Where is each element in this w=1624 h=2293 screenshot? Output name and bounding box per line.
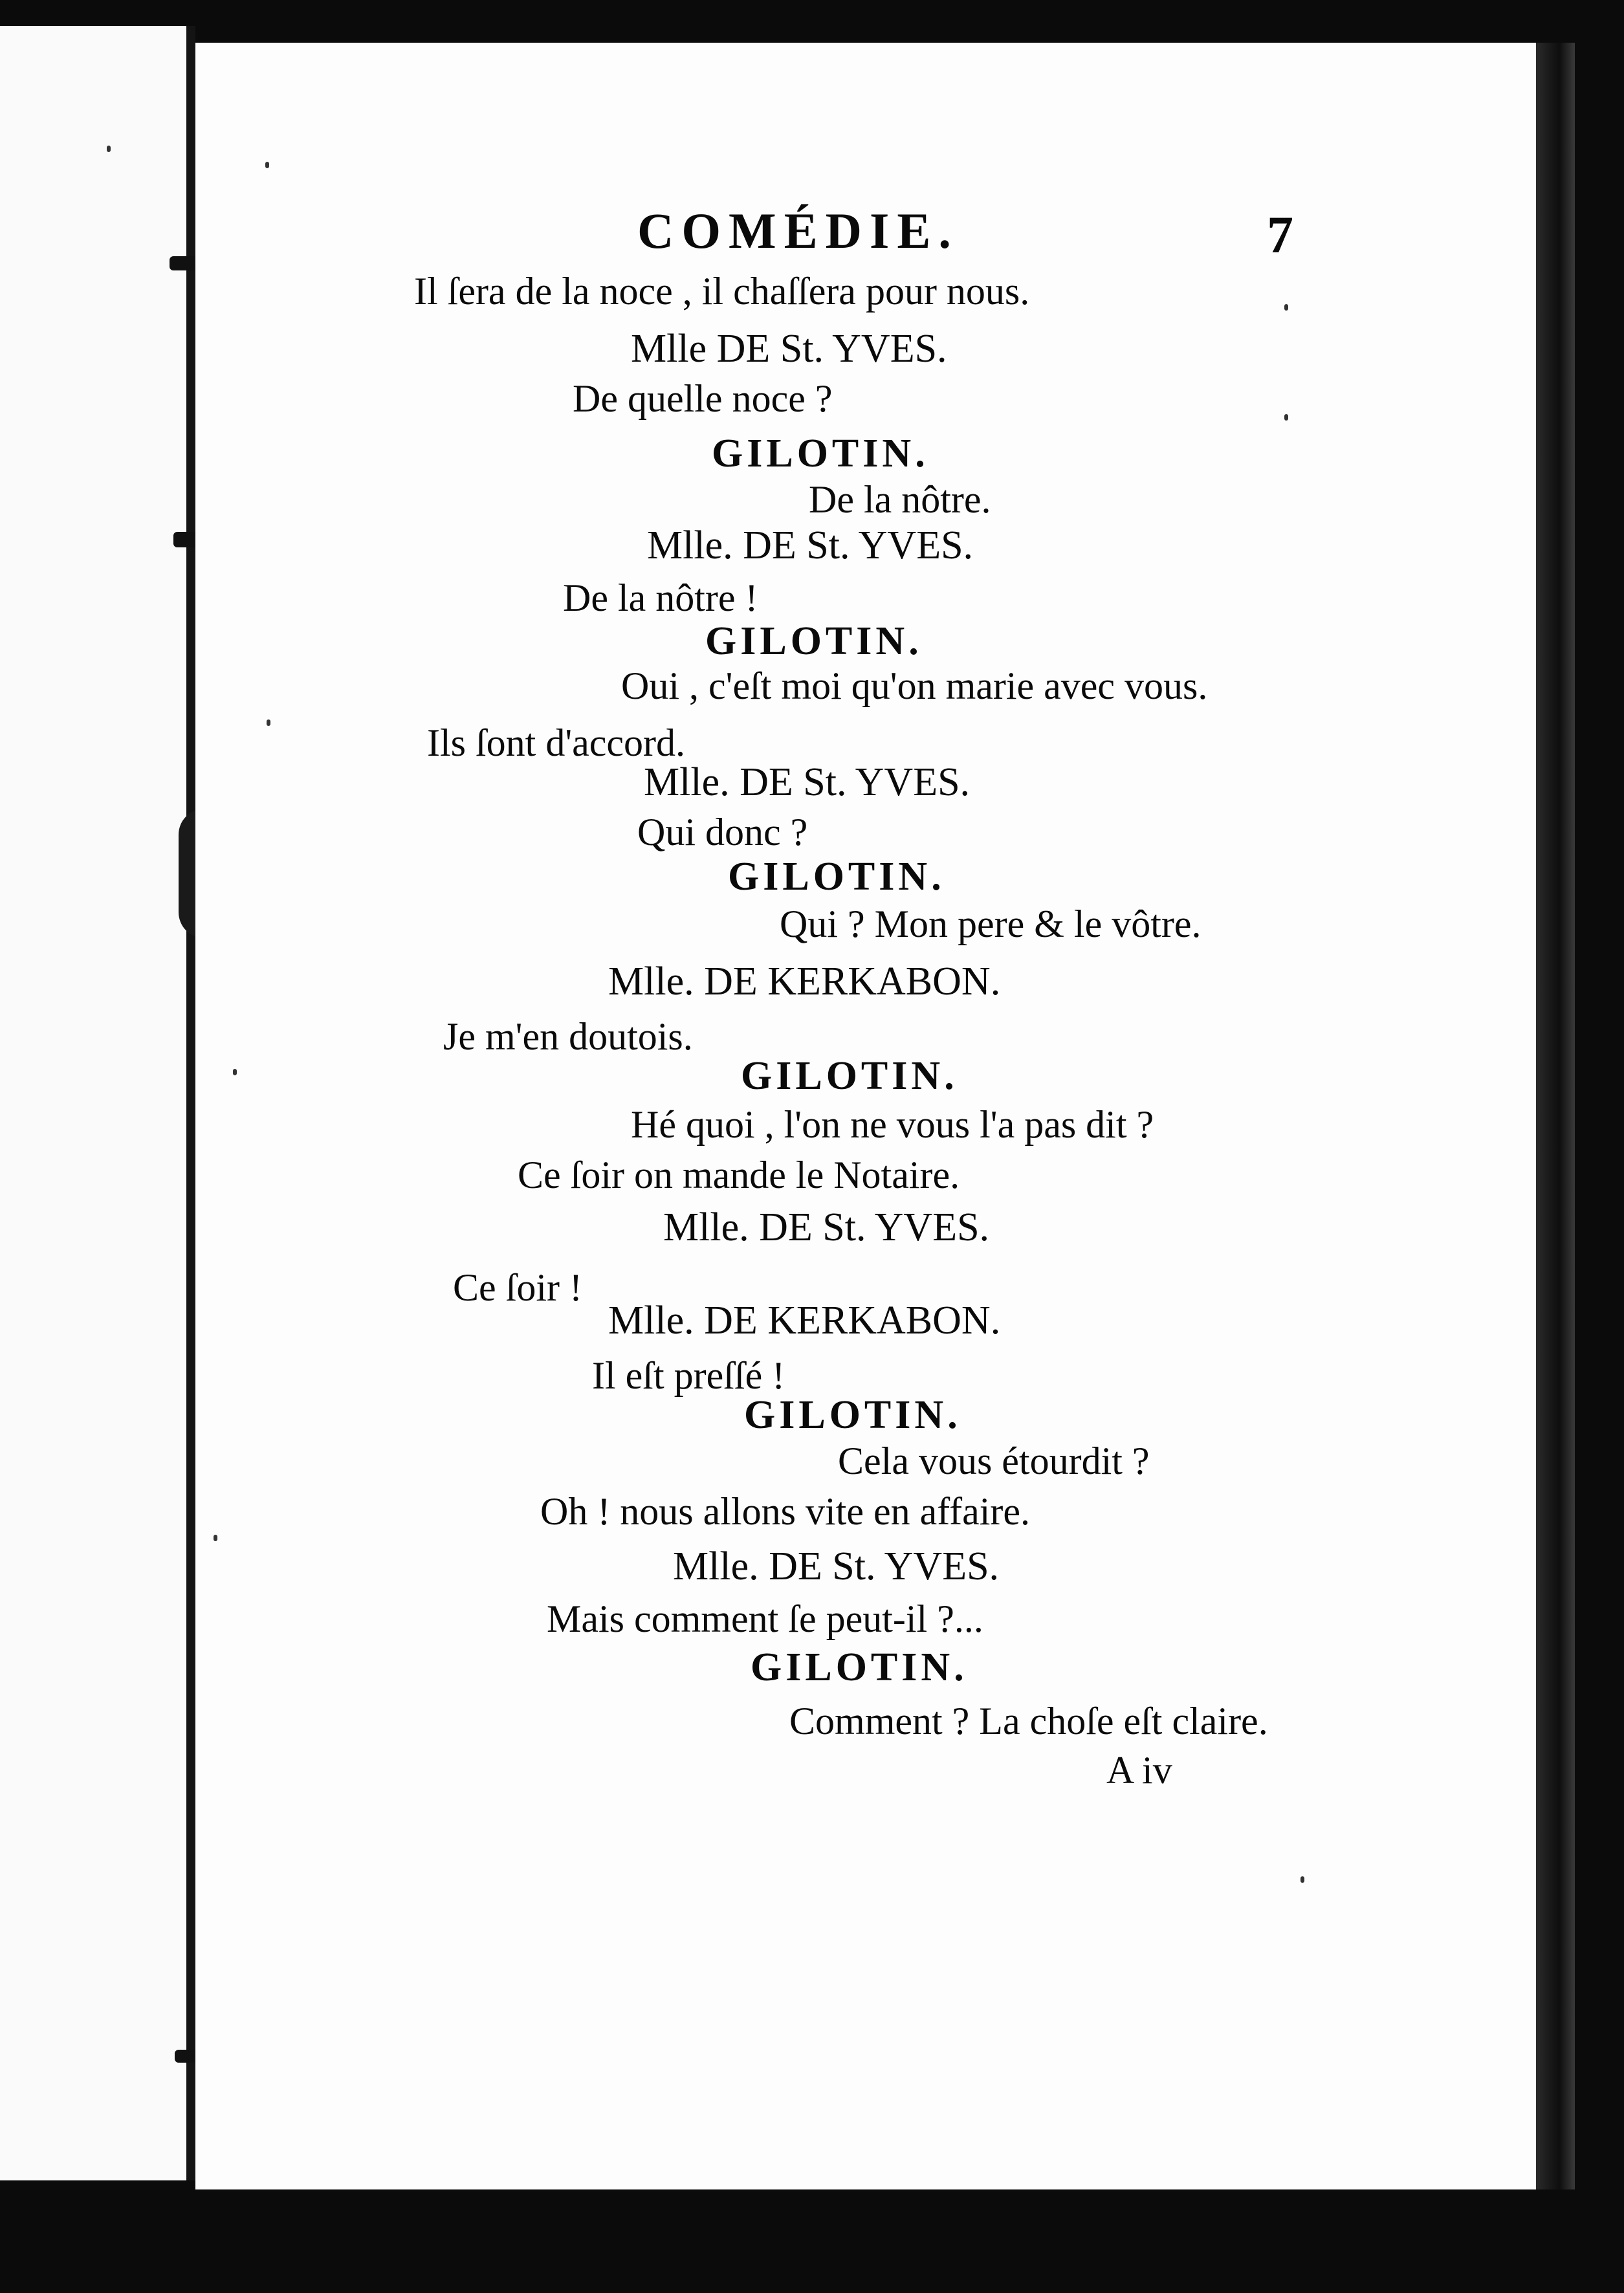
speaker-name: GILOTIN. [728, 855, 945, 899]
verse-line: Qui donc ? [637, 811, 808, 853]
ink-speck [1284, 414, 1288, 421]
speaker-name: Mlle. DE St. YVES. [644, 760, 971, 804]
verse-line: Je m'en doutois. [443, 1015, 693, 1058]
verse-line: De quelle noce ? [573, 377, 833, 420]
speaker-name: GILOTIN. [705, 619, 923, 663]
verse-line: De la nôtre ! [563, 576, 758, 619]
stage-direction: Ils ſont d'accord. [427, 721, 686, 764]
ink-speck [265, 162, 269, 168]
page-fore-edge [1536, 43, 1575, 2189]
page-number: 7 [1267, 205, 1293, 264]
ink-speck [233, 1069, 237, 1075]
verse-line: Qui ? Mon pere & le vôtre. [780, 903, 1202, 945]
signature-mark: A iv [1106, 1749, 1172, 1792]
verse-line: De la nôtre. [809, 478, 991, 521]
verse-line: Mais comment ſe peut-il ?... [547, 1597, 983, 1640]
verse-line: Oui , c'eſt moi qu'on marie avec vous. [621, 664, 1208, 707]
speaker-name: GILOTIN. [712, 432, 929, 476]
facing-page-edge [0, 26, 194, 2180]
verse-line: Ce ſoir ! [453, 1266, 582, 1309]
book-gutter [186, 26, 195, 2180]
speaker-name: Mlle. DE KERKABON. [608, 960, 1001, 1004]
speaker-name: Mlle. DE St. YVES. [663, 1205, 990, 1249]
verse-line: Il ſera de la noce , il chaſſera pour nous. [414, 270, 1030, 313]
verse-line: Oh ! nous allons vite en affaire. [540, 1490, 1031, 1533]
ink-speck [267, 719, 270, 726]
verse-line: Comment ? La choſe eſt claire. [789, 1700, 1268, 1742]
ink-speck [1300, 1876, 1304, 1883]
speaker-name: GILOTIN. [751, 1645, 968, 1689]
running-title: COMÉDIE. [637, 203, 959, 259]
speaker-name: Mlle. DE KERKABON. [608, 1299, 1001, 1343]
ink-speck [1284, 304, 1288, 311]
verse-line: Il eſt preſſé ! [592, 1354, 785, 1397]
verse-line: Cela vous étourdit ? [838, 1440, 1150, 1482]
speaker-name: Mlle. DE St. YVES. [647, 523, 974, 567]
speaker-name: Mlle. DE St. YVES. [673, 1544, 1000, 1588]
ink-speck [214, 1535, 217, 1541]
verse-line: Hé quoi , l'on ne vous l'a pas dit ? [631, 1103, 1154, 1146]
verse-line: Ce ſoir on mande le Notaire. [518, 1154, 960, 1196]
speaker-name: GILOTIN. [744, 1393, 961, 1437]
ink-speck [107, 146, 111, 152]
speaker-name: Mlle DE St. YVES. [631, 327, 947, 371]
speaker-name: GILOTIN. [741, 1054, 958, 1098]
